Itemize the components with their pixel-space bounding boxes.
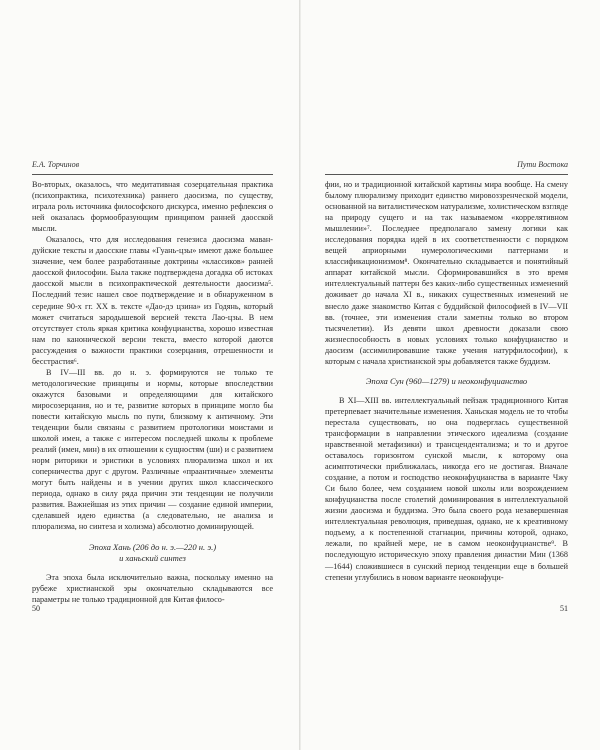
header-rule: [32, 174, 273, 175]
right-text-column: [325, 179, 568, 583]
page-number: 50: [32, 604, 40, 613]
section-heading-han: [32, 542, 273, 564]
header-rule: [325, 174, 568, 175]
paragraph: Эта эпоха была исключительно важна, поскольку именно на рубеже христианской эры окончательно складываются все параметры не только традиционной для Китая филосо-: [32, 572, 273, 604]
paragraph: В XI—XIII вв. интеллектуальный пейзаж традиционного Китая претерпевает значительные изменения. Ханьская модель не то чтобы перестала существовать, но она подверглась существенной трансформации в направлении этического идеализма (создание нравственной метафизики) и трансцендентализма; и то и другое оставалось горизонтом сунской мысли, к которому она асимптотически приближалась, никогда его не достигая. Вначале создание, а потом и господство неоконфуцианства в варианте Чжу Си было более, чем созданием новой школы или возрождением конфуцианства после столетий доминирования в интеллектуальной жизни даосизма и буддизма. Это была своего рода незавершенная интеллектуальная революция, приведшая, однако, не к креативному подъему, а к постепенной стагнации, причины которой, однако, лежали, по крайней мере, не в самом неоконфуцианстве⁹. В последующую историческую эпоху правления династии Мин (1368—1644) сложившиеся в сунский период тенденции еще в большей степени углубились в новом варианте неоконфуци-: [325, 395, 568, 582]
section-heading-line: Эпоха Сун (960—1279) и неоконфуцианство: [365, 375, 528, 386]
section-heading-sung: [325, 376, 568, 387]
page-number: 51: [560, 604, 568, 613]
paragraph: фии, но и традиционной китайской картины мира вообще. На смену былому плюрализму приходит единство мировоззренческой модели, основанной на виталистическом натурализме, холистическом взгляде на природу сущего и на так называемом «коррелятивном мышлении»⁷. Последнее предполагало замену логики как исследования порядка идей в их соответственности с порядком вещей априорными нумерологическими паттернами и классификационизмом⁸. Окончательно складывается и понятийный аппарат китайской мысли. Сформировавшийся в это время интеллектуальный паттерн без каких-либо существенных изменений доживает до начала XI в., никаких существенных изменений не внесло даже знакомство Китая с буддийской философией в IV—VII вв. (точнее, эти изменения стали заметны только во втором тысячелетии). Из девяти школ древности доказали свою жизнеспособность в новых условиях только конфуцианство и даосизм (ассимилировавшие также учения натурфилософии), к которым с начала христианской эры добавляется также буддизм.: [325, 180, 568, 366]
section-heading-line: Эпоха Хань (206 до н. э.—220 н. э.): [88, 541, 217, 552]
right-page: [301, 0, 600, 750]
left-page: [0, 0, 299, 750]
left-text-column: [32, 179, 273, 605]
section-heading-line: и ханьский синтез: [119, 552, 186, 563]
running-head-author: Е.А. Торчинов: [32, 160, 80, 169]
paragraph: Во-вторых, оказалось, что медитативная созерцательная практика (психопрактика, психотехника) раннего даосизма, по существу, играла роль источника философского дискурса, именно рефлексия о ней оказалась формообразующим принципом ранней даосской мысли.: [32, 180, 273, 234]
paragraph: В IV—III вв. до н. э. формируются не только те методологические принципы и нормы, которые впоследствии окажутся базовыми и определяющими для китайского миросозерцания, но и те, развитие которых в принципе могло бы повести китайскую мысль по пути, близкому к античному. Эти тенденции были связаны с развитием протологики моистами и школой имен, а также с интересом последней школы к проблеме реалий (имен, мин) в их отношении к сущностям (ши) и с развитием норм риторики и эристики в условиях плюрализма школ и их соперничества друг с другом. Различные «праантичные» элементы могут быть найдены и в учении других школ классического периода, однако в силу ряда причин эти тенденции не получили развития. Важнейшая из этих причин — создание единой империи, сделавшей идею единства (а следовательно, не анализа и плюрализма, но синтеза и холизма) абсолютно доминирующей.: [32, 367, 273, 532]
paragraph: Оказалось, что для исследования генезиса даосизма маван-дуйские тексты и даосские главы «Гуань-цзы» имеют даже большее значение, чем более разработанные доктрины «классиков» ранней даосской философии. Была также подтверждена догадка об истоках даосской мысли в психопрактической деятельности даосизма⁵. Последний тезис нашел свое подтверждение и в обнаруженном в середине 90-х гг. XX в. тексте «Дао-дэ цзина» из Годянь, который может считаться зародышевой версией текста Лао-цзы. В нем отсутствует столь яркая критика конфуцианства, хорошо известная нам по канонической версии текста, вместо которой даются рассуждения о важности практики созерцания, отрешенности и бесстрастия⁶.: [32, 235, 273, 366]
running-head-title: Пути Востока: [517, 160, 568, 169]
